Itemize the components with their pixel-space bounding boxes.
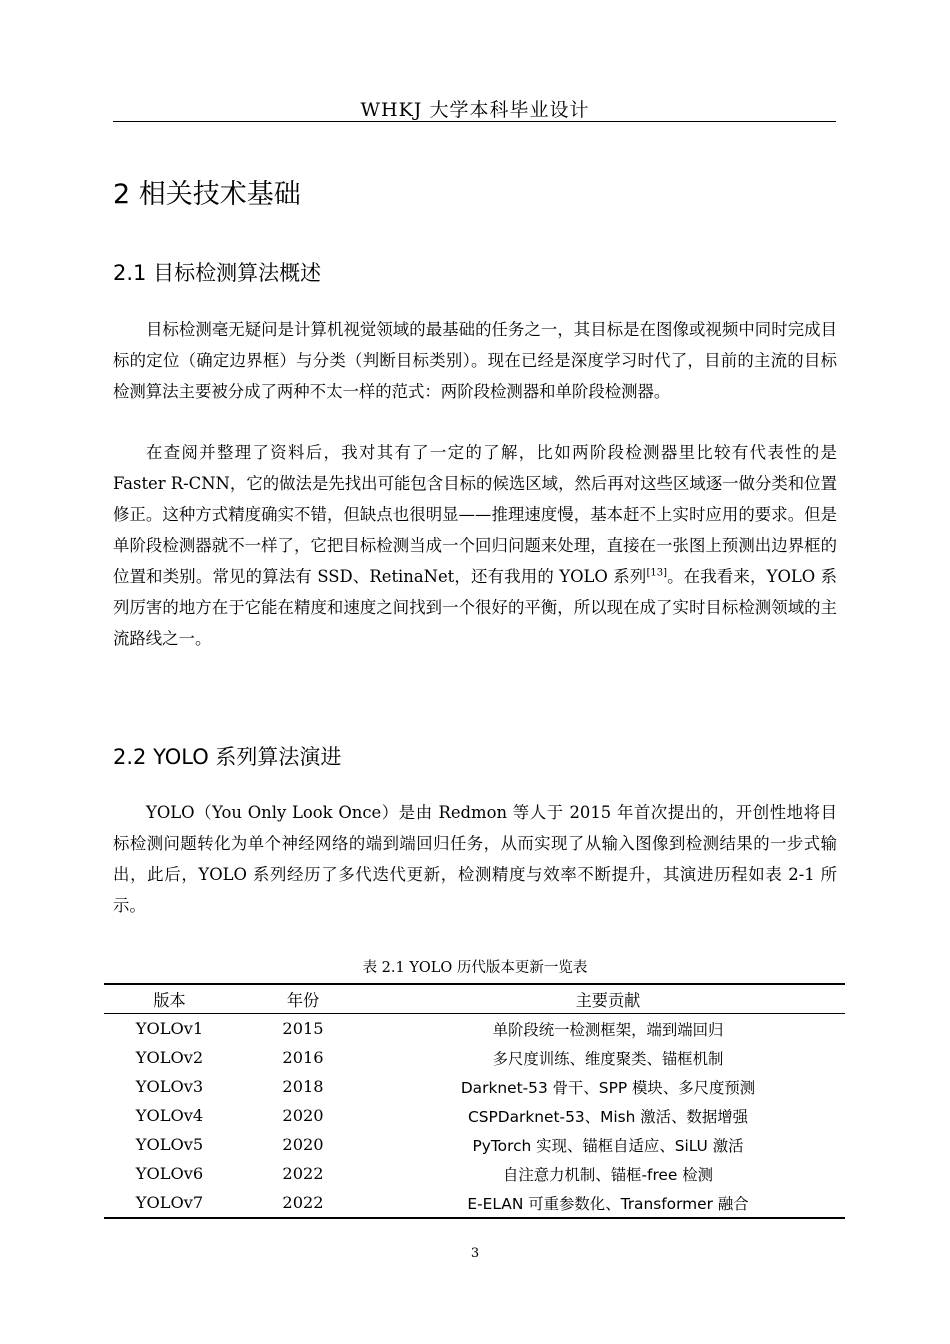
table-cell-contribution: Darknet-53 骨干、SPP 模块、多尺度预测 <box>460 1078 756 1097</box>
paragraph-yolo-intro: YOLO（You Only Look Once）是由 Redmon 等人于 2015 年首次提出的，开创性地将目标检测问题转化为单个神经网络的端到端回归任务，从而实现了从输入图像到检测结果的一步式输出，此后，YOLO 系列经历了多代迭代更新，检测精度与效率不断提升，其演进历程如表 2-1 所示。 <box>113 803 837 915</box>
running-header-title: WHKJ 大学本科毕业设计 <box>360 99 590 121</box>
page-number: 3 <box>470 1246 480 1261</box>
table-cell-year: 2022 <box>282 1164 324 1183</box>
table-header-cell: 年份 <box>235 984 371 1014</box>
chapter-title: 2 相关技术基础 <box>113 179 301 210</box>
paragraph-detector-types-text-a: 在查阅并整理了资料后，我对其有了一定的了解，比如两阶段检测器里比较有代表性的是 Faster R-CNN，它的做法是先找出可能包含目标的候选区域，然后再对这些区域逐一做分类和位置修正。这种方式精度确实不错，但缺点也很明显——推理速度慢，基本赶不上实时应用的要求。但是单阶段检测器就不一样了，它把目标检测当成一个回归问题来处理，直接在一张图上预测出边界框的位置和类别。常见的算法有 SSD、RetinaNet，还有我用的 YOLO 系列 <box>113 443 837 586</box>
table-cell-contribution: E-ELAN 可重参数化、Transformer 融合 <box>371 1188 845 1218</box>
table-cell-contribution: CSPDarknet-53、Mish 激活、数据增强 <box>467 1107 749 1126</box>
table-row <box>104 1159 845 1188</box>
table-cell-year: 2022 <box>235 1188 371 1218</box>
table-row <box>104 1101 845 1130</box>
table-cell-version: YOLOv6 <box>135 1164 204 1183</box>
table-header-cell: 主要贡献 <box>371 984 845 1014</box>
table-cell-version: YOLOv7 <box>104 1188 235 1218</box>
table-cell-year: 2016 <box>282 1048 324 1067</box>
table-header-row <box>104 984 845 1014</box>
table-row <box>104 1188 845 1218</box>
table-cell-contribution: 单阶段统一检测框架，端到端回归 <box>492 1020 724 1039</box>
table-row <box>104 1014 845 1044</box>
table-cell-year: 2020 <box>282 1135 324 1154</box>
paragraph-detector-types-text-b: 。在我看来，YOLO 系列厉害的地方在于它能在精度和速度之间找到一个很好的平衡，所以现在成了实时目标检测领域的主流路线之一。 <box>113 567 837 648</box>
yolo-versions-table <box>104 983 845 1219</box>
table-cell-contribution: 自注意力机制、锚框-free 检测 <box>502 1165 714 1184</box>
table-cell-year: 2015 <box>282 1019 324 1038</box>
section-title-2-2: 2.2 YOLO 系列算法演进 <box>113 745 342 769</box>
table-cell-version: YOLOv1 <box>135 1019 204 1038</box>
table-cell-contribution: PyTorch 实现、锚框自适应、SiLU 激活 <box>472 1136 744 1155</box>
citation-ref: [13] <box>646 567 667 579</box>
paragraph-object-detection-intro: 目标检测毫无疑问是计算机视觉领域的最基础的任务之一，其目标是在图像或视频中同时完成目标的定位（确定边界框）与分类（判断目标类别）。现在已经是深度学习时代了，目前的主流的目标检测算法主要被分成了两种不太一样的范式：两阶段检测器和单阶段检测器。 <box>113 320 837 401</box>
table-row <box>104 1072 845 1101</box>
table-cell-contribution: 多尺度训练、维度聚类、锚框机制 <box>492 1049 724 1068</box>
table-cell-version: YOLOv5 <box>135 1135 204 1154</box>
table-caption: 表 2.1 YOLO 历代版本更新一览表 <box>362 960 588 976</box>
table-cell-version: YOLOv2 <box>135 1048 204 1067</box>
table-cell-version: YOLOv3 <box>135 1077 204 1096</box>
table-cell-year: 2020 <box>282 1106 324 1125</box>
table-cell-version: YOLOv4 <box>135 1106 204 1125</box>
table-cell-year: 2018 <box>282 1077 324 1096</box>
section-title-2-1: 2.1 目标检测算法概述 <box>113 261 322 285</box>
table-row <box>104 1130 845 1159</box>
paragraph-detector-types <box>113 437 837 654</box>
table-row <box>104 1043 845 1072</box>
header-divider <box>113 121 836 122</box>
table-header-cell: 版本 <box>104 984 235 1014</box>
